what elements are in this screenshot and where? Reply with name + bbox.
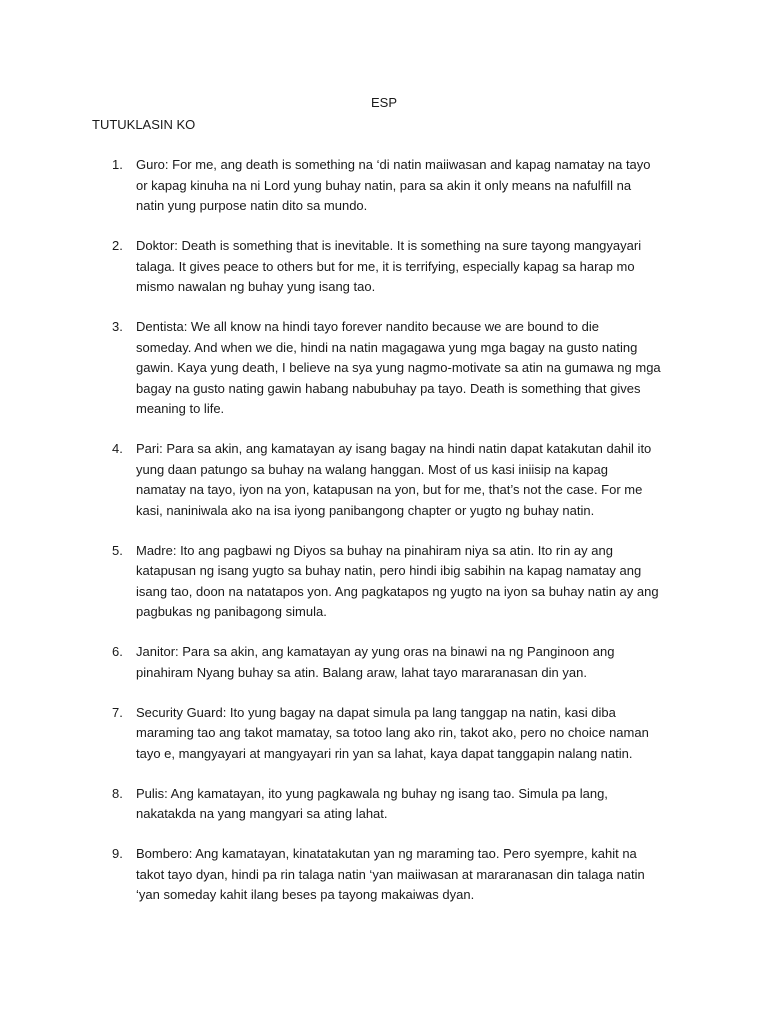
list-item-number: 7. bbox=[112, 704, 123, 720]
text-line: namatay na tayo, iyon na yon, katapusan na yon, but for me, that’s not the case. For me bbox=[136, 482, 643, 497]
list-item-number: 8. bbox=[112, 785, 123, 801]
text-line: mismo nawalan ng buhay yung isang tao. bbox=[136, 279, 376, 294]
list-item bbox=[92, 439, 692, 521]
list-item bbox=[92, 541, 692, 623]
list-item-number: 9. bbox=[112, 846, 123, 861]
list-item bbox=[92, 236, 692, 298]
text-line: someday. And when we die, hindi na natin magagawa yung mga bagay na gusto nating bbox=[136, 339, 638, 355]
list-item-number: 1. bbox=[112, 157, 123, 172]
text-line: or kapag kinuha na ni Lord yung buhay natin, para sa akin it only means na nafulfill na bbox=[136, 177, 632, 193]
list-item-text bbox=[136, 236, 692, 298]
text-line: katapusan ng isang yugto sa buhay natin, pero hindi ibig sabihin na kapag namatay ang bbox=[136, 563, 642, 578]
numbered-list bbox=[92, 155, 692, 925]
list-item-number: 4. bbox=[112, 441, 123, 456]
list-item-text bbox=[136, 703, 692, 765]
list-item-text bbox=[136, 541, 692, 623]
text-line: bagay na gusto nating gawin habang nabubuhay pa tayo. Death is something that gives bbox=[136, 380, 641, 396]
text-line: meaning to life. bbox=[136, 401, 225, 416]
list-item-number: 2. bbox=[112, 238, 123, 253]
list-item-number: 5. bbox=[112, 542, 123, 558]
text-line: pagbukas ng panibagong simula. bbox=[136, 604, 327, 619]
text-line: takot tayo dyan, hindi pa rin talaga natin ‘yan maiiwasan at mararanasan din talaga natin bbox=[136, 866, 645, 882]
list-item-text bbox=[136, 439, 692, 521]
text-line: yung daan patungo sa buhay na walang hanggan. Most of us kasi iniisip na kapag bbox=[136, 461, 608, 477]
text-line: nakatakda na yang mangyari sa ating lahat. bbox=[136, 806, 388, 821]
section-heading: TUTUKLASIN KO bbox=[92, 117, 196, 132]
list-item bbox=[92, 317, 692, 420]
text-line: Doktor: Death is something that is inevitable. It is something na sure tayong mangyayari bbox=[136, 238, 642, 253]
text-line: Security Guard: Ito yung bagay na dapat simula pa lang tanggap na natin, kasi diba bbox=[136, 704, 616, 720]
list-item-text bbox=[136, 155, 692, 217]
list-item bbox=[92, 703, 692, 765]
text-line: Pulis: Ang kamatayan, ito yung pagkawala ng buhay ng isang tao. Simula pa lang, bbox=[136, 785, 608, 801]
list-item-number: 6. bbox=[112, 644, 123, 659]
list-item-text bbox=[136, 642, 692, 683]
list-item bbox=[92, 844, 692, 906]
text-line: Guro: For me, ang death is something na ‘di natin maiiwasan and kapag namatay na tayo bbox=[136, 157, 651, 172]
text-line: maraming tao ang takot mamatay, sa totoo lang ako rin, takot ako, pero no choice naman bbox=[136, 725, 649, 740]
list-item bbox=[92, 155, 692, 217]
text-line: Madre: Ito ang pagbawi ng Diyos sa buhay na pinahiram niya sa atin. Ito rin ay ang bbox=[136, 542, 613, 558]
text-line: natin yung purpose natin dito sa mundo. bbox=[136, 198, 368, 213]
text-line: gawin. Kaya yung death, I believe na sya yung nagmo-motivate sa atin na gumawa ng mga bbox=[136, 360, 661, 375]
text-line: pinahiram Nyang buhay sa atin. Balang araw, lahat tayo mararanasan din yan. bbox=[136, 664, 587, 680]
text-line: Bombero: Ang kamatayan, kinatatakutan yan ng maraming tao. Pero syempre, kahit na bbox=[136, 846, 637, 861]
text-line: Janitor: Para sa akin, ang kamatayan ay yung oras na binawi na ng Panginoon ang bbox=[136, 644, 615, 659]
list-item-text bbox=[136, 784, 692, 825]
text-line: kasi, naniniwala ako na isa iyong panibangong chapter or yugto ng buhay natin. bbox=[136, 502, 595, 518]
text-line: ‘yan someday kahit ilang beses pa tayong makaiwas dyan. bbox=[136, 887, 475, 902]
list-item-number: 3. bbox=[112, 319, 123, 334]
list-item bbox=[92, 642, 692, 683]
text-line: talaga. It gives peace to others but for me, it is terrifying, especially kapag sa harap mo bbox=[136, 258, 635, 274]
text-line: Dentista: We all know na hindi tayo forever nandito because we are bound to die bbox=[136, 319, 599, 334]
text-line: isang tao, doon na natatapos yon. Ang pagkatapos ng yugto na iyon sa buhay natin ay ang bbox=[136, 583, 659, 599]
list-item-text bbox=[136, 317, 692, 420]
document-title: ESP bbox=[370, 95, 397, 110]
list-item-text bbox=[136, 844, 692, 906]
text-line: Pari: Para sa akin, ang kamatayan ay isang bagay na hindi natin dapat katakutan dahil ito bbox=[136, 441, 652, 456]
text-line: tayo e, mangyayari at mangyayari rin yan sa lahat, kaya dapat tanggapin nalang natin. bbox=[136, 745, 633, 761]
list-item bbox=[92, 784, 692, 825]
